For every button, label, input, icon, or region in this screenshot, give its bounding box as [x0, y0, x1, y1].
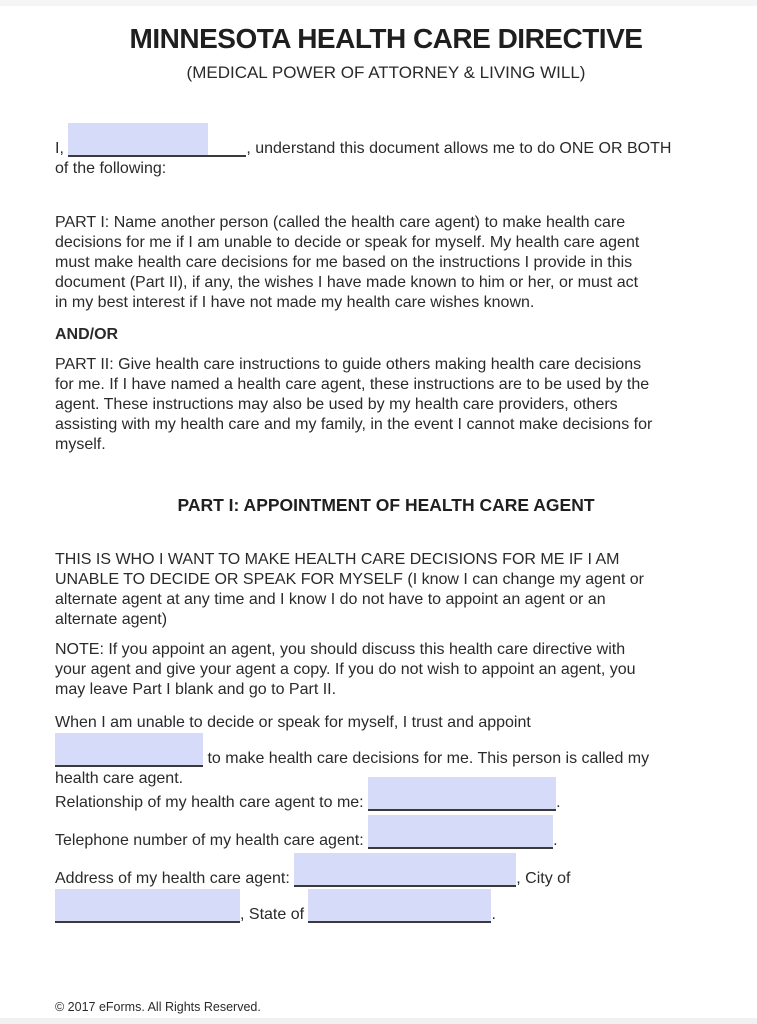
note-paragraph: NOTE: If you appoint an agent, you should discuss this health care directive with your agent and give your agent a copy. If you do not wish to appoint an agent, you may leave Part I blank and go to Part II. [55, 641, 636, 698]
part1-section-heading: PART I: APPOINTMENT OF HEALTH CARE AGENT [177, 495, 595, 515]
relationship-period: . [556, 794, 561, 811]
part1-summary-paragraph: PART I: Name another person (called the health care agent) to make health care decisions for me if I am unable to decide or speak for myself. My health care agent must make health care decisions for me based on the instructions I provide in this document (Part II), if any, the wishes I have made known to him or her, or must act in my best interest if I have not made my health care wishes known. [55, 214, 640, 311]
page-edge-bottom [0, 1018, 757, 1024]
intro-paragraph [55, 123, 717, 179]
state-field[interactable] [308, 889, 491, 923]
page-edge-top [0, 0, 757, 6]
telephone-line [55, 815, 717, 851]
address-field[interactable] [294, 853, 516, 887]
address-label: Address of my health care agent: [55, 870, 295, 887]
state-joiner-text: , State of [240, 906, 309, 923]
relationship-label: Relationship of my health care agent to me: [55, 794, 369, 811]
part2-summary-paragraph: PART II: Give health care instructions to guide others making health care decisions for me. If I have named a health care agent, these instructions are to be used by the agent. These instructions may also be used by my health care providers, others assisting with my health care and my family, in the event I cannot make decisions for myself. [55, 356, 653, 453]
copyright-footer: © 2017 eForms. All Rights Reserved. [55, 1000, 261, 1014]
telephone-label: Telephone number of my health care agent: [55, 832, 369, 849]
address-period: . [491, 906, 496, 923]
intro-text-before: I, [55, 140, 69, 157]
telephone-period: . [553, 832, 558, 849]
appoint-text-before: When I am unable to decide or speak for myself, I trust and appoint [55, 714, 531, 731]
document-subtitle: (MEDICAL POWER OF ATTORNEY & LIVING WILL) [186, 63, 586, 82]
appoint-text-after: to make health care decisions for me. This person is called my health care agent. [55, 750, 650, 787]
intro-text-after: , understand this document allows me to do ONE OR BOTH of the following: [55, 140, 672, 177]
address-line [55, 853, 717, 925]
agent-name-field[interactable] [55, 733, 203, 767]
city-field[interactable] [55, 889, 240, 923]
relationship-field[interactable] [368, 777, 556, 811]
andor-label: AND/OR [55, 326, 119, 343]
telephone-field[interactable] [368, 815, 553, 849]
principal-name-field[interactable] [68, 123, 246, 157]
city-joiner-text: , City of [516, 870, 571, 887]
relationship-line [55, 777, 717, 813]
document-title: MINNESOTA HEALTH CARE DIRECTIVE [129, 23, 643, 54]
who-decides-paragraph: THIS IS WHO I WANT TO MAKE HEALTH CARE DECISIONS FOR ME IF I AM UNABLE TO DECIDE OR SPEAK FOR MYSELF (I know I can change my agent or alternate agent at any time and I know I do not have to appoint an agent or an alternate agent) [55, 551, 644, 628]
